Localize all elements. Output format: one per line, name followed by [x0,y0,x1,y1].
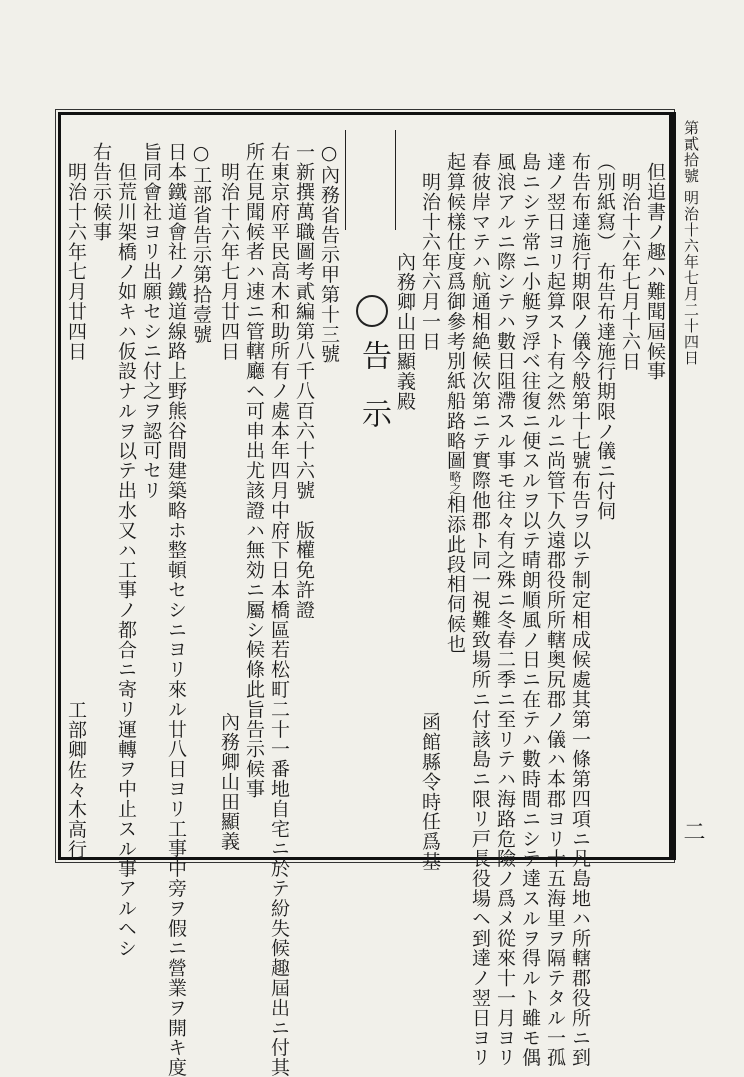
s1-line-8 [444,152,466,654]
s3-line-3: 但荒川架橋ノ如キハ仮設ナルヲ以テ出水又ハ工事ノ都合ニ寄リ運轉ヲ中止スル事アルヘシ [115,162,137,958]
s3-line-2: 旨同會社ヨリ出願セシニ付之ヲ認可セリ [140,142,162,501]
divider-right [395,130,396,230]
kokuji-heading: 告示 [356,340,391,456]
s3-signature: 工部卿佐々木高行 [65,700,87,860]
s2-signature: 內務卿山田顯義 [218,712,240,852]
s3-line-4: 右告示候事 [90,142,112,242]
s1-line-6: 風浪アルニ際シテハ數日阻滯スル事モ往々有之殊ニ冬春二季ニ至リテハ海路危險ノ爲メ從來十一月ヨリ [494,152,516,1068]
s2-line-3: 所在見聞候者ハ速ニ管轄廳ヘ可申出尤該證ハ無効ニ屬シ候條此旨告示候事 [243,142,265,799]
s1-line-7: 春彼岸マテハ航通相絶候次第ニテ實際他郡ト同一視難致場所ニ付該島ニ限リ戸長役場ヘ到達ノ翌日ヨリ [469,152,491,1068]
s2-line-1: 一新撰萬職圖考貳編第八千八百六十六號 版權免許證 [293,142,315,620]
s1-line-3: 布告布達施行期限ノ儀今般第十七號布告ヲ以テ制定相成候處其第一條第四項ニ凡島地ハ所轄郡役所ニ到 [569,152,591,1068]
s1-sender: 函館縣令時任爲基 [419,712,441,872]
s1-line-1: 明治十六年七月十六日 [619,172,641,371]
divider-left [345,130,346,230]
s1-line-tail: 相添此段相伺候也 [444,494,466,654]
s2-line-0: ○內務省告示甲第十三號 [318,142,340,364]
s3-line-1: 日本鐵道會社ノ鐵道線路上野熊谷間建築略ホ整頓セシニヨリ來ル廿八日ヨリ工事中旁ヲ假ニ營業ヲ開キ度 [165,142,187,1077]
header-rule [672,112,676,860]
s2-line-4: 明治十六年七月廿四日 [218,162,240,361]
s3-line-0: ○工部省告示第拾壹號 [190,142,212,344]
s1-line-9: 明治十六年六月一日 [419,172,441,352]
s2-line-2: 右東京府平民高木和助所有ノ處本年四月中府下日本橋區若松町二十一番地自宅ニ於テ紛失候趣屆出ニ付其 [268,142,290,1077]
issue-date: 明治十六年七月二十四日 [682,190,700,366]
s1-receiver: 內務卿山田顯義殿 [394,252,416,412]
s1-line-8-text: 起算候樣仕度爲御參考別紙船路略圖 [444,152,466,471]
s1-annotation: 略之 [448,470,462,495]
page-number: 二 [680,820,705,842]
heading-circle [356,295,388,327]
s1-line-5: 島ニシテ常ニ小艇ヲ浮ベ往復ニ便スルヲ以テ晴朗順風ノ日ニ在テハ數時間ニシテ達スルヲ得ルト雖モ偶 [519,152,541,1068]
s1-line-4: 達ノ翌日ヨリ起算スト有之然ルニ尚管下久遠郡役所所轄奥尻郡ノ儀ハ本郡ヨリ十五海里ヲ隔テタル一孤 [544,152,566,1068]
s1-line-0: 但追書ノ趣ハ難聞屆候事 [644,162,666,381]
s3-line-5: 明治十六年七月廿四日 [65,162,87,361]
issue-number: 第貳拾號 [682,120,700,184]
s1-line-2: （別紙寫） 布告布達施行期限ノ儀ニ付伺 [594,152,616,521]
